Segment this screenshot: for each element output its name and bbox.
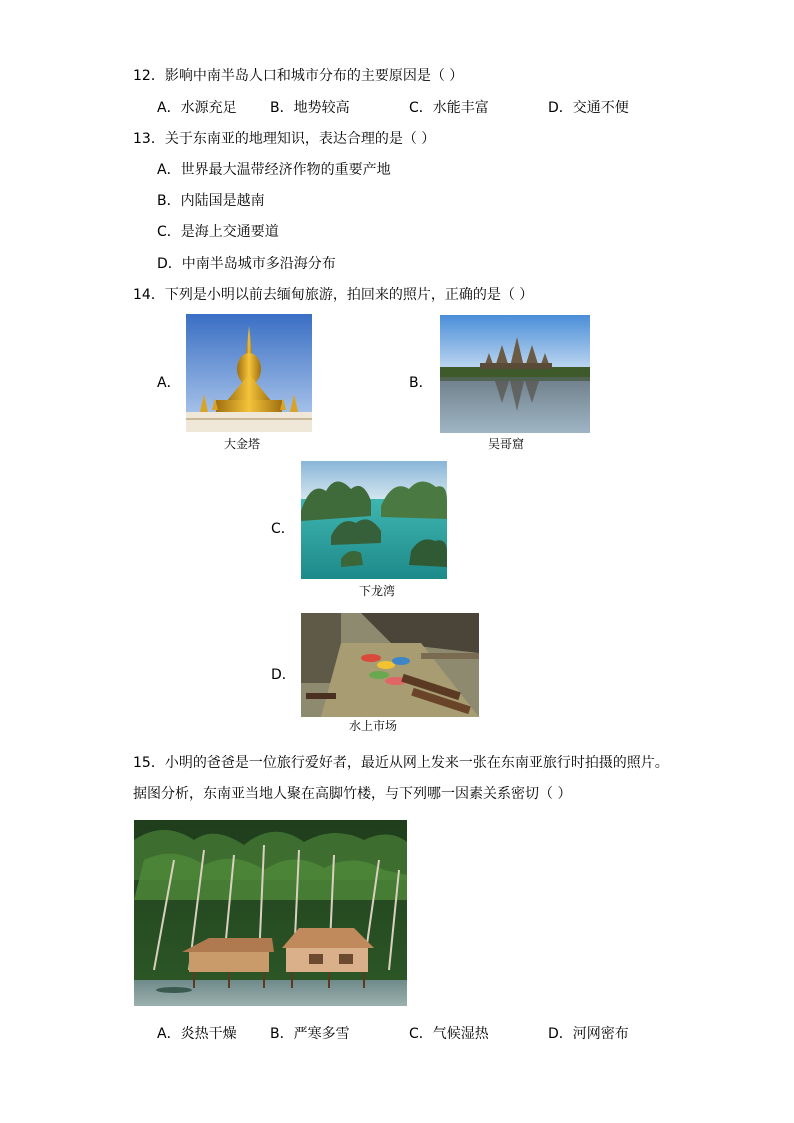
angkor-wat-photo [440, 315, 590, 433]
q14-caption-d: 水上市场 [349, 719, 398, 733]
ha-long-bay-photo [301, 461, 447, 579]
q12-option-d: D．交通不便 [548, 100, 629, 116]
pagoda-photo [186, 314, 312, 432]
q13-option-d: D．中南半岛城市多沿海分布 [157, 256, 336, 272]
q15-option-b: B．严寒多雪 [270, 1026, 350, 1042]
q14-stem: 14．下列是小明以前去缅甸旅游，拍回来的照片，正确的是（ ） [133, 287, 534, 303]
q15-option-d: D．河网密布 [548, 1026, 629, 1042]
q14-caption-a: 大金塔 [224, 437, 261, 451]
q12-option-c: C．水能丰富 [409, 100, 489, 116]
q13-option-b: B．内陆国是越南 [157, 193, 265, 209]
q13-option-a: A．世界最大温带经济作物的重要产地 [157, 162, 391, 178]
floating-market-photo [301, 613, 479, 717]
q14-caption-c: 下龙湾 [359, 584, 396, 598]
q15-option-a: A．炎热干燥 [157, 1026, 237, 1042]
q14-option-d-letter: D． [271, 667, 296, 683]
q15-option-c: C．气候湿热 [409, 1026, 489, 1042]
q15-stem-line2: 据图分析，东南亚当地人聚在高脚竹楼，与下列哪一因素关系密切（ ） [133, 786, 572, 802]
q14-caption-b: 吴哥窟 [488, 437, 525, 451]
q13-stem: 13．关于东南亚的地理知识，表达合理的是（ ） [133, 131, 436, 147]
q12-stem: 12．影响中南半岛人口和城市分布的主要原因是（ ） [133, 68, 464, 84]
q12-option-b: B．地势较高 [270, 100, 350, 116]
q14-option-a-letter: A． [157, 375, 181, 391]
q12-option-a: A．水源充足 [157, 100, 237, 116]
q15-stem-line1: 15．小明的爸爸是一位旅行爱好者，最近从网上发来一张在东南亚旅行时拍摄的照片。 [133, 755, 669, 771]
stilt-house-photo [134, 820, 407, 1006]
q13-option-c: C．是海上交通要道 [157, 224, 279, 240]
q14-option-b-letter: B． [409, 375, 433, 391]
q14-option-c-letter: C． [271, 521, 295, 537]
